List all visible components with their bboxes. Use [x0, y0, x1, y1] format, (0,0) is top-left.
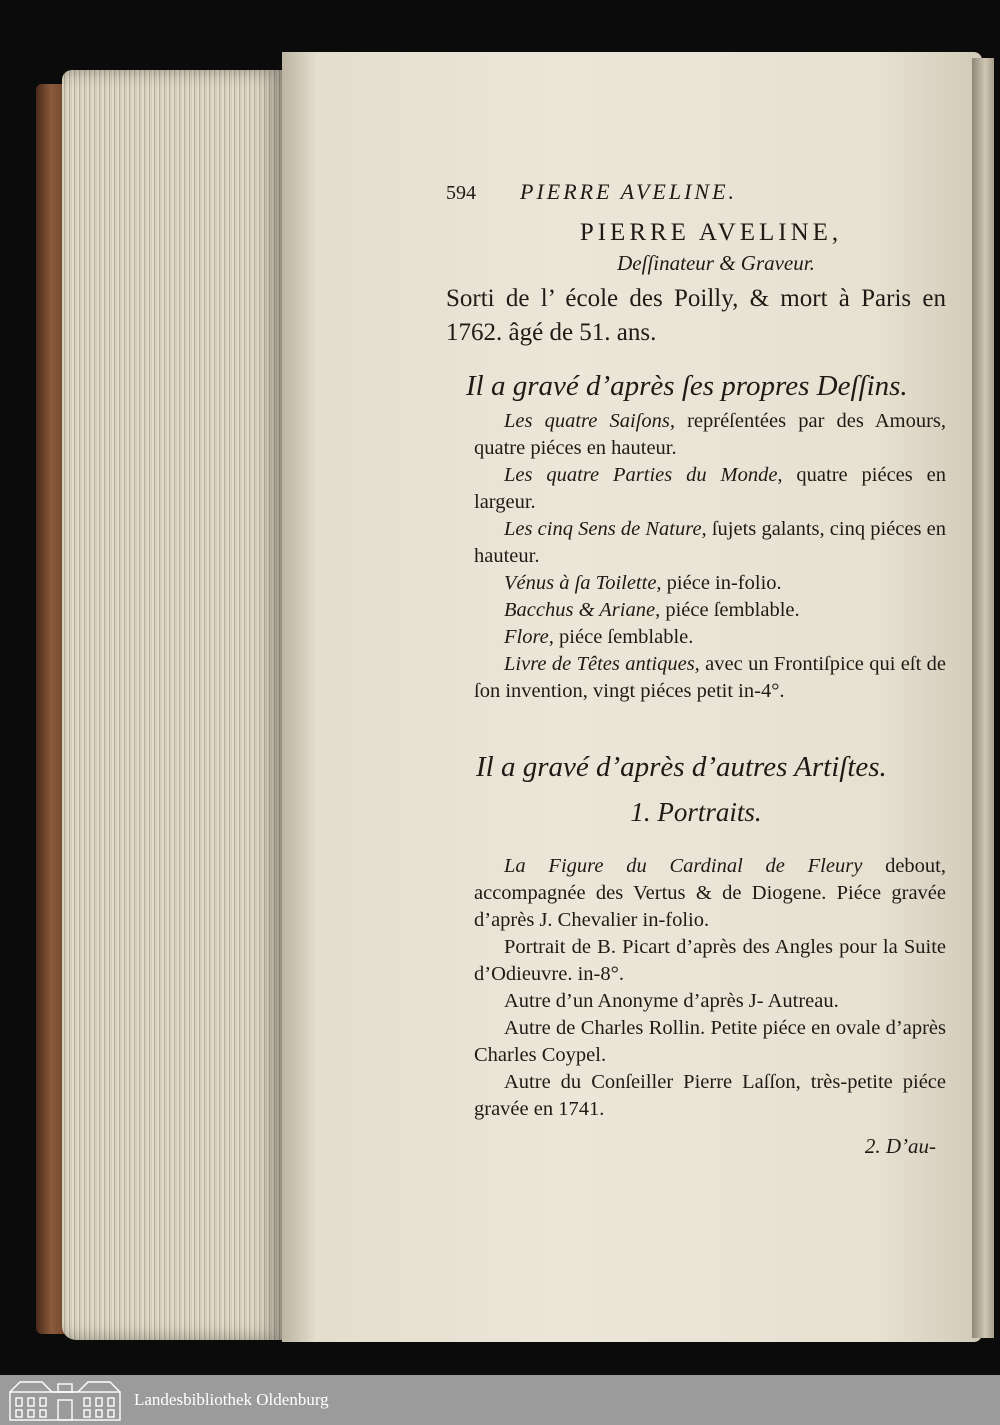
- running-title: PIERRE AVELINE.: [520, 179, 738, 204]
- work-title: Livre de Têtes antiques,: [504, 652, 700, 675]
- list-item: [474, 1015, 946, 1069]
- list-item: [474, 624, 946, 651]
- work-description: avec un Frontiſpice qui eſt de ſon invention, vingt piéces petit in-4°.: [474, 652, 946, 702]
- work-description: Autre du Conſeiller Pierre Laſſon, très-petite piéce gravée en 1741.: [474, 1070, 946, 1120]
- work-title: Flore,: [504, 625, 554, 648]
- library-name: Landesbibliothek Oldenburg: [134, 1390, 329, 1409]
- footer-bar: [0, 1375, 1000, 1425]
- article-subtitle: Deſſinateur & Graveur.: [617, 250, 815, 275]
- list-item: [474, 597, 946, 624]
- work-description: quatre piéces en largeur.: [474, 463, 946, 513]
- work-description: Autre d’un Anonyme d’après J- Autreau.: [504, 989, 839, 1012]
- list-item: [474, 1069, 946, 1123]
- work-title: Vénus à ſa Toilette,: [504, 571, 662, 594]
- running-head: [446, 178, 946, 208]
- page-edges: [62, 70, 282, 1340]
- portraits-list: [446, 853, 946, 1123]
- work-title: La Figure du Cardinal de Fleury: [504, 854, 863, 877]
- work-description: repréſentées par des Amours, quatre piéces en hauteur.: [474, 409, 946, 459]
- page-number: 594: [446, 182, 476, 204]
- work-title: Bacchus & Ariane,: [504, 598, 661, 621]
- work-title: Les cinq Sens de Nature,: [504, 517, 707, 540]
- work-description: piéce ſemblable.: [553, 625, 694, 648]
- page-text: [446, 178, 946, 1160]
- subsection-heading-portraits: 1. Portraits.: [630, 796, 762, 827]
- list-item: [474, 988, 946, 1015]
- section-heading-other-artists: Il a gravé d’après d’autres Artiſtes.: [476, 750, 887, 783]
- list-item: [474, 462, 946, 516]
- own-designs-list: [446, 408, 946, 705]
- library-building-icon: [6, 1378, 124, 1422]
- article-title: PIERRE AVELINE,: [579, 218, 843, 246]
- work-description: piéce ſemblable.: [660, 598, 800, 621]
- list-item: [474, 853, 946, 934]
- list-item: [474, 651, 946, 705]
- list-item: [474, 408, 946, 462]
- work-description: ſujets galants, cinq piéces en hauteur.: [474, 517, 946, 567]
- work-description: Portrait de B. Picart d’après des Angles pour la Suite d’Odieuvre. in-8°.: [474, 935, 946, 985]
- work-description: Autre de Charles Rollin. Petite piéce en ovale d’après Charles Coypel.: [474, 1016, 946, 1066]
- catchword: 2. D’au-: [864, 1133, 936, 1158]
- article-intro: Sorti de l’ école des Poilly, & mort à Paris en 1762. âgé de 51. ans.: [446, 284, 946, 346]
- list-item: [474, 570, 946, 597]
- work-title: Les quatre Parties du Monde,: [504, 463, 783, 486]
- work-description: piéce in-folio.: [661, 571, 782, 594]
- list-item: [474, 516, 946, 570]
- facing-page-edge: [972, 58, 994, 1338]
- work-description: debout, accompagnée des Vertus & de Diogene. Piéce gravée d’après J. Chevalier in-folio.: [474, 854, 947, 931]
- section-heading-own-designs: Il a gravé d’après ſes propres Deſſins.: [466, 369, 908, 402]
- list-item: [474, 934, 946, 988]
- work-title: Les quatre Saiſons,: [504, 409, 675, 432]
